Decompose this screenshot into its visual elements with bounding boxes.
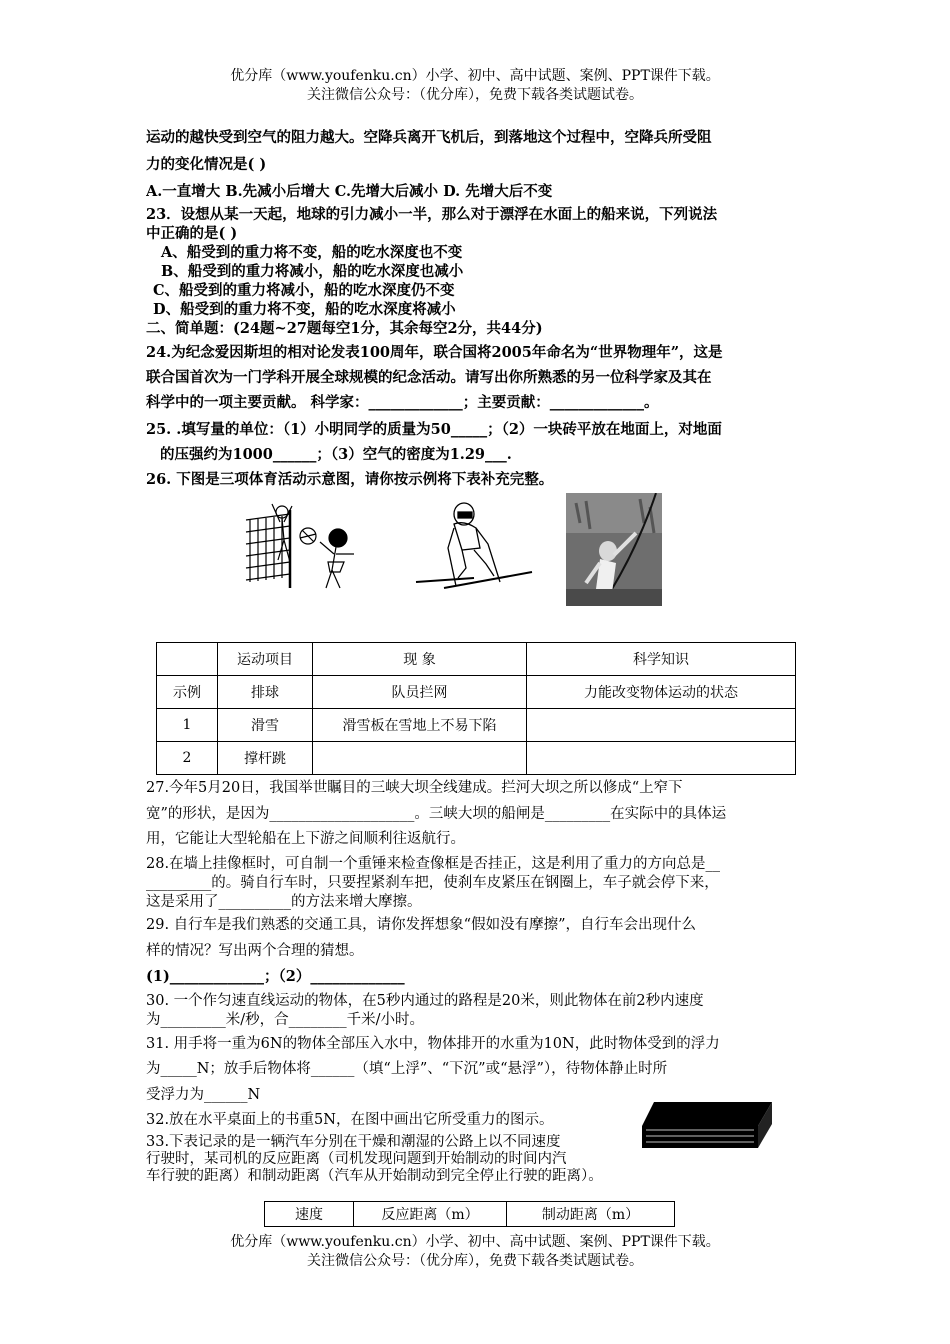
q23-stem: 23．设想从某一天起，地球的引力减小一半，那么对于漂浮在水面上的船来说，下列说法 bbox=[146, 206, 718, 223]
table-header-row bbox=[157, 643, 796, 676]
section-2-heading: 二、简单题：(24题~27题每空1分，其余每空2分，共44分) bbox=[146, 320, 543, 337]
table-header-row bbox=[265, 1201, 675, 1226]
table-cell: 运动项目 bbox=[218, 643, 313, 676]
q33-line: 33.下表记录的是一辆汽车分别在干燥和潮湿的公路上以不同速度 bbox=[146, 1133, 561, 1150]
q28-line: _________的。骑自行车时，只要捏紧刹车把，使刹车皮紧压在钢圈上，车子就会停下来， bbox=[146, 874, 719, 891]
header-line-2: 关注微信公众号：（优分库），免费下载各类试题试卷。 bbox=[307, 87, 643, 103]
q24-line: 24.为纪念爱因斯坦的相对论发表100周年，联合国将2005年命名为“世界物理年”，这是 bbox=[146, 344, 723, 361]
q31-line: 31. 用手将一重为6N的物体全部压入水中，物体排开的水重为10N，此时物体受到的浮力 bbox=[146, 1035, 720, 1052]
table-cell: 撑杆跳 bbox=[218, 742, 313, 775]
table-cell: 排球 bbox=[218, 676, 313, 709]
q27-line: 宽”的形状，是因为____________________。三峡大坝的船闸是_________在实际中的具体运 bbox=[146, 805, 727, 822]
pole-vault-photo bbox=[566, 493, 662, 606]
skiing-illustration bbox=[414, 498, 534, 594]
q23-option-a: A、船受到的重力将不变，船的吃水深度也不变 bbox=[161, 244, 463, 261]
q29-answer-line: (1)_____________；（2）_____________ bbox=[146, 967, 405, 985]
q25-line: 的压强约为1000______；（3）空气的密度为1.29___. bbox=[160, 446, 512, 463]
answer-cell[interactable] bbox=[527, 709, 796, 742]
table-cell: 2 bbox=[157, 742, 218, 775]
footer-line-2: 关注微信公众号：（优分库），免费下载各类试题试卷。 bbox=[307, 1253, 643, 1269]
q23-option-d: D、船受到的重力将不变，船的吃水深度将减小 bbox=[153, 301, 456, 318]
q28-line: 28.在墙上挂像框时，可自制一个重锤来检查像框是否挂正，这是利用了重力的方向总是__ bbox=[146, 855, 721, 872]
q33-line: 车行驶的距离）和制动距离（汽车从开始制动到完全停止行驶的距离）。 bbox=[146, 1167, 603, 1184]
table-row bbox=[157, 709, 796, 742]
table-row bbox=[157, 742, 796, 775]
q28-line: 这是采用了__________的方法来增大摩擦。 bbox=[146, 893, 422, 910]
volleyball-illustration bbox=[242, 500, 372, 592]
speed-table bbox=[264, 1201, 675, 1227]
table-cell: 科学知识 bbox=[527, 643, 796, 676]
table-cell: 滑雪板在雪地上不易下陷 bbox=[313, 709, 527, 742]
q29-line: 29. 自行车是我们熟悉的交通工具，请你发挥想象“假如没有摩擦”，自行车会出现什么 bbox=[146, 916, 696, 933]
footer-line-1: 优分库（www.youfenku.cn）小学、初中、高中试题、案例、PPT课件下载。 bbox=[230, 1234, 720, 1250]
table-cell: 1 bbox=[157, 709, 218, 742]
page-header bbox=[0, 67, 950, 105]
answer-cell[interactable] bbox=[313, 742, 527, 775]
exam-content bbox=[146, 124, 810, 1227]
table-row bbox=[157, 676, 796, 709]
sports-table bbox=[156, 642, 796, 775]
table-cell: 队员拦网 bbox=[313, 676, 527, 709]
q27-line: 用，它能让大型轮船在上下游之间顺利往返航行。 bbox=[146, 831, 465, 847]
q31-line: 受浮力为______N bbox=[146, 1086, 261, 1103]
table-cell: 示例 bbox=[157, 676, 218, 709]
q25-line: 25. .填写量的单位：（1）小明同学的质量为50_____；（2）一块砖平放在地面上，对地面 bbox=[146, 421, 722, 438]
table-cell: 力能改变物体运动的状态 bbox=[527, 676, 796, 709]
q24-line: 科学中的一项主要贡献。 科学家：_____________；主要贡献：_____________。 bbox=[146, 394, 659, 411]
answer-cell[interactable] bbox=[527, 742, 796, 775]
q22-text-line: 运动的越快受到空气的阻力越大。空降兵离开飞机后，到落地这个过程中，空降兵所受阻 bbox=[146, 129, 712, 146]
q23-stem: 中正确的是( ) bbox=[146, 225, 238, 242]
book-illustration bbox=[640, 1096, 780, 1154]
q27-line: 27.今年5月20日，我国举世瞩目的三峡大坝全线建成。拦河大坝之所以修成“上窄下 bbox=[146, 780, 683, 796]
q22-text-line: 力的变化情况是( ) bbox=[146, 156, 267, 173]
table-cell: 速度 bbox=[265, 1201, 354, 1226]
page-footer bbox=[0, 1233, 950, 1271]
table-cell: 反应距离（m） bbox=[354, 1201, 507, 1226]
q29-line: 样的情况？写出两个合理的猜想。 bbox=[146, 942, 364, 959]
q30-line: 为_________米/秒，合________千米/小时。 bbox=[146, 1011, 425, 1028]
q30-line: 30. 一个作匀速直线运动的物体，在5秒内通过的路程是20米，则此物体在前2秒内速度 bbox=[146, 992, 704, 1009]
table-cell: 制动距离（m） bbox=[507, 1201, 675, 1226]
q23-option-c: C、船受到的重力将减小，船的吃水深度仍不变 bbox=[153, 282, 455, 299]
q33-line: 行驶时，某司机的反应距离（司机发现问题到开始制动的时间内汽 bbox=[146, 1150, 567, 1167]
q24-line: 联合国首次为一门学科开展全球规模的纪念活动。请写出你所熟悉的另一位科学家及其在 bbox=[146, 369, 712, 386]
q26-stem: 26. 下图是三项体育活动示意图，请你按示例将下表补充完整。 bbox=[146, 471, 554, 488]
q22-options: A.一直增大 B.先减小后增大 C.先增大后减小 D. 先增大后不变 bbox=[146, 183, 553, 200]
q31-line: 为_____N；放手后物体将______（填“上浮”、“下沉”或“悬浮”），待物体静止时所 bbox=[146, 1061, 668, 1077]
q23-option-b: B、船受到的重力将减小，船的吃水深度也减小 bbox=[161, 263, 464, 280]
table-cell: 滑雪 bbox=[218, 709, 313, 742]
table-cell: 现 象 bbox=[313, 643, 527, 676]
header-line-1: 优分库（www.youfenku.cn）小学、初中、高中试题、案例、PPT课件下载。 bbox=[230, 68, 720, 84]
table-cell bbox=[157, 643, 218, 676]
q32-text: 32.放在水平桌面上的书重5N，在图中画出它所受重力的图示。 bbox=[146, 1112, 554, 1128]
